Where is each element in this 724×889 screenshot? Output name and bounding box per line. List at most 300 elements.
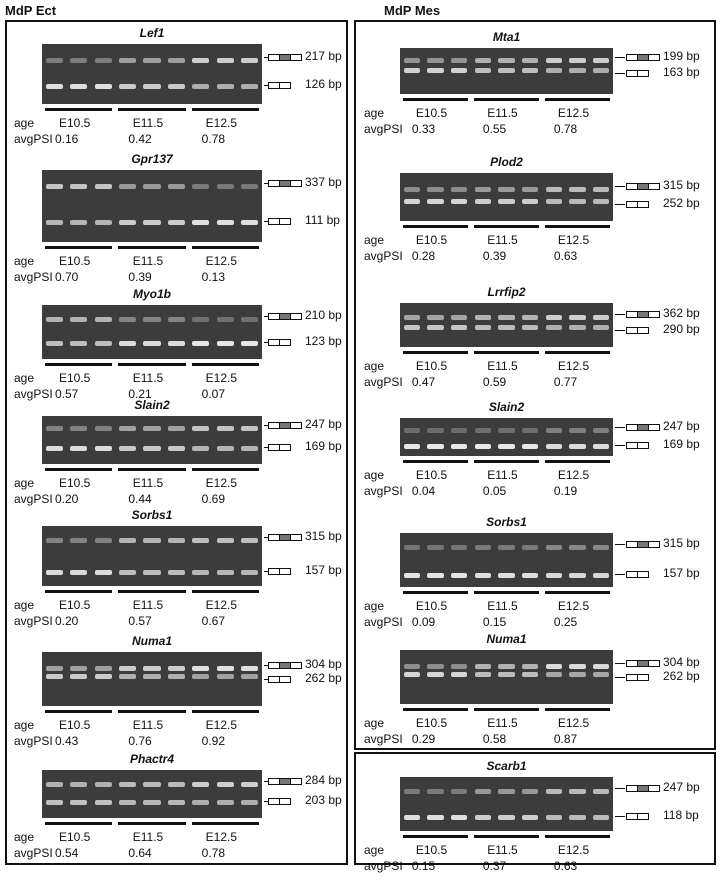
gene-name: Sorbs1 [131,508,173,522]
inclusion-isoform-icon [626,183,662,191]
band-top [475,315,492,320]
inclusion-isoform-icon [626,660,662,668]
band-pointer [615,204,625,205]
band-top [404,545,421,550]
band-bottom [427,199,444,204]
psi-value: 0.28 [411,249,436,263]
band-bottom [498,68,515,73]
age-group-bar [403,98,468,101]
age-value: E11.5 [132,598,164,612]
inclusion-isoform-icon [626,424,662,432]
band-bottom [569,68,586,73]
age-value: E12.5 [557,233,590,247]
psi-value: 0.37 [482,859,507,873]
band-top [522,58,539,63]
band-top [546,545,563,550]
section-title-ect: MdP Ect [5,3,57,18]
psi-value: 0.42 [128,132,152,146]
band-bottom [546,199,563,204]
age-value: E11.5 [132,476,164,490]
band-bottom [404,199,421,204]
age-group-bar [474,460,539,463]
age-group-bar [545,835,610,838]
age-row-label: age [364,599,385,613]
gene-name: Phactr4 [129,752,175,766]
bottom-band-size: 290 bp [663,322,700,336]
psi-value: 0.55 [482,122,507,136]
band-top [522,789,539,794]
age-value: E11.5 [487,106,518,120]
psi-value: 0.87 [553,732,578,746]
band-top [475,545,492,550]
top-band-size: 247 bp [663,780,700,794]
band-top [593,789,610,794]
age-group-bar [545,591,610,594]
band-bottom [498,573,515,578]
bottom-band-size: 163 bp [663,65,700,79]
band-top [451,545,468,550]
band-bottom [546,573,563,578]
avgpsi-row-label: avgPSI [14,492,53,506]
band-top [569,58,586,63]
band-bottom [569,672,586,677]
age-value: E11.5 [132,116,164,130]
band-bottom [569,444,586,449]
age-value: E12.5 [205,830,237,844]
psi-value: 0.39 [482,249,507,263]
band-top [498,187,515,192]
band-bottom [475,199,492,204]
psi-value: 0.29 [411,732,436,746]
age-value: E10.5 [58,598,91,612]
age-group-bar [474,351,539,354]
age-value: E12.5 [557,599,590,613]
band-top [451,664,468,669]
band-top [451,428,468,433]
top-band-size: 284 bp [305,773,342,787]
band-bottom [498,815,515,820]
band-top [498,664,515,669]
band-top [475,789,492,794]
age-value: E11.5 [487,599,518,613]
gel-image [400,418,613,456]
gel-image [400,173,613,221]
age-value: E10.5 [58,254,91,268]
band-top [404,428,421,433]
band-bottom [569,199,586,204]
band-bottom [404,325,421,330]
band-top [593,187,610,192]
band-top [427,315,444,320]
age-value: E12.5 [205,718,237,732]
top-band-size: 337 bp [305,175,342,189]
bottom-band-size: 262 bp [663,669,700,683]
band-bottom [451,68,468,73]
psi-value: 0.07 [201,387,225,401]
band-bottom [427,573,444,578]
top-band-size: 217 bp [305,49,342,63]
band-bottom [546,815,563,820]
band-top [593,545,610,550]
age-group-bar [545,708,610,711]
age-value: E10.5 [58,830,91,844]
avgpsi-row-label: avgPSI [364,859,403,873]
avgpsi-row-label: avgPSI [14,734,53,748]
band-pointer [615,314,625,315]
band-top [569,315,586,320]
band-bottom [593,815,610,820]
psi-value: 0.54 [54,846,79,860]
band-bottom [593,672,610,677]
band-top [546,428,563,433]
bottom-band-size: 157 bp [305,563,342,577]
gel-image [400,650,613,704]
age-row-label: age [14,254,35,268]
band-pointer [615,73,625,74]
band-pointer [615,330,625,331]
band-bottom [404,444,421,449]
right-panel-numa1 [0,632,724,762]
age-value: E12.5 [205,254,237,268]
psi-value: 0.20 [54,492,79,506]
age-value: E11.5 [487,843,518,857]
age-value: E10.5 [415,843,448,857]
avgpsi-row-label: avgPSI [364,484,403,498]
age-row-label: age [14,718,35,732]
band-top [569,664,586,669]
band-bottom [522,815,539,820]
bottom-band-size: 169 bp [305,439,342,453]
age-value: E11.5 [487,468,518,482]
band-top [451,789,468,794]
band-top [427,789,444,794]
band-top [427,428,444,433]
gene-name: Sorbs1 [486,515,527,529]
right-panel-scarb1 [0,759,724,889]
band-top [404,187,421,192]
gene-name: Numa1 [131,634,172,648]
age-value: E12.5 [557,716,590,730]
bottom-band-size: 262 bp [305,671,342,685]
band-bottom [451,815,468,820]
band-top [522,315,539,320]
band-pointer [615,427,625,428]
psi-value: 0.09 [411,615,436,629]
age-value: E11.5 [132,830,164,844]
band-bottom [498,672,515,677]
gene-name: Mta1 [492,30,521,44]
band-bottom [569,325,586,330]
psi-value: 0.39 [128,270,152,284]
skipping-isoform-icon [626,571,662,579]
top-band-size: 210 bp [305,308,342,322]
age-value: E10.5 [415,106,448,120]
band-bottom [569,573,586,578]
age-group-bar [545,98,610,101]
band-top [427,664,444,669]
band-pointer [615,816,625,817]
bottom-band-size: 111 bp [305,213,340,227]
band-bottom [546,672,563,677]
avgpsi-row-label: avgPSI [14,614,53,628]
top-band-size: 315 bp [305,529,342,543]
band-bottom [498,199,515,204]
band-top [404,664,421,669]
band-top [498,428,515,433]
right-panel-sorbs1 [0,515,724,645]
band-bottom [475,573,492,578]
band-bottom [475,815,492,820]
top-band-size: 199 bp [663,49,700,63]
band-bottom [475,672,492,677]
gel-image [400,303,613,347]
band-bottom [475,325,492,330]
age-row-label: age [364,468,385,482]
age-value: E11.5 [132,254,164,268]
band-bottom [522,199,539,204]
age-row-label: age [14,476,35,490]
gene-name: Slain2 [488,400,525,414]
psi-value: 0.15 [482,615,507,629]
top-band-size: 247 bp [663,419,700,433]
band-top [451,187,468,192]
band-pointer [615,445,625,446]
band-top [546,187,563,192]
skipping-isoform-icon [626,327,662,335]
gel-image [400,533,613,587]
age-value: E12.5 [557,843,590,857]
avgpsi-row-label: avgPSI [364,249,403,263]
psi-value: 0.43 [54,734,79,748]
inclusion-isoform-icon [626,311,662,319]
band-bottom [427,325,444,330]
psi-value: 0.78 [553,122,578,136]
band-top [475,428,492,433]
band-bottom [593,444,610,449]
band-bottom [522,672,539,677]
band-top [498,545,515,550]
bottom-band-size: 252 bp [663,196,700,210]
band-top [569,545,586,550]
avgpsi-row-label: avgPSI [14,270,53,284]
band-bottom [451,672,468,677]
age-value: E10.5 [415,599,448,613]
band-pointer [615,677,625,678]
band-bottom [522,444,539,449]
band-top [427,545,444,550]
psi-value: 0.13 [201,270,225,284]
inclusion-isoform-icon [626,785,662,793]
band-bottom [498,325,515,330]
band-bottom [593,199,610,204]
band-pointer [615,788,625,789]
band-bottom [498,444,515,449]
right-panel-mta1 [0,30,724,160]
gene-name: Myo1b [132,287,171,301]
psi-value: 0.92 [201,734,225,748]
band-top [451,58,468,63]
band-bottom [451,325,468,330]
age-value: E10.5 [415,359,448,373]
psi-value: 0.47 [411,375,436,389]
gene-name: Numa1 [486,632,527,646]
psi-value: 0.63 [553,859,578,873]
age-value: E10.5 [58,116,91,130]
avgpsi-row-label: avgPSI [364,375,403,389]
psi-value: 0.59 [482,375,507,389]
band-pointer [615,57,625,58]
top-band-size: 362 bp [663,306,700,320]
gene-name: Scarb1 [486,759,527,773]
band-top [522,187,539,192]
avgpsi-row-label: avgPSI [14,132,53,146]
top-band-size: 247 bp [305,417,342,431]
bottom-band-size: 169 bp [663,437,700,451]
psi-value: 0.57 [54,387,79,401]
band-bottom [569,815,586,820]
band-top [498,315,515,320]
top-band-size: 315 bp [663,536,700,550]
age-row-label: age [364,233,385,247]
psi-value: 0.77 [553,375,578,389]
bottom-band-size: 203 bp [305,793,342,807]
bottom-band-size: 126 bp [305,77,342,91]
age-row-label: age [14,116,35,130]
top-band-size: 315 bp [663,178,700,192]
psi-value: 0.44 [128,492,152,506]
age-value: E12.5 [205,116,237,130]
age-value: E12.5 [205,476,237,490]
age-value: E12.5 [557,468,590,482]
band-top [546,315,563,320]
band-bottom [427,672,444,677]
age-group-bar [474,708,539,711]
psi-value: 0.69 [201,492,225,506]
psi-value: 0.04 [411,484,436,498]
band-bottom [593,325,610,330]
avgpsi-row-label: avgPSI [364,732,403,746]
age-row-label: age [14,598,35,612]
gene-name: Lrrfip2 [487,285,526,299]
top-band-size: 304 bp [305,657,342,671]
psi-value: 0.57 [128,614,152,628]
gene-name: Slain2 [134,398,170,412]
bottom-band-size: 118 bp [663,808,699,822]
avgpsi-row-label: avgPSI [14,387,53,401]
psi-value: 0.67 [201,614,225,628]
age-row-label: age [364,359,385,373]
gene-name: Gpr137 [131,152,173,166]
psi-value: 0.19 [553,484,578,498]
band-pointer [615,544,625,545]
band-top [546,664,563,669]
age-row-label: age [364,843,385,857]
age-value: E11.5 [487,233,518,247]
avgpsi-row-label: avgPSI [14,846,53,860]
skipping-isoform-icon [626,442,662,450]
skipping-isoform-icon [626,201,662,209]
band-bottom [593,573,610,578]
band-top [451,315,468,320]
age-row-label: age [14,371,35,385]
age-value: E11.5 [487,359,518,373]
gel-image [400,777,613,831]
right-panel-slain2 [0,400,724,530]
age-value: E10.5 [58,371,91,385]
band-bottom [522,325,539,330]
age-group-bar [403,835,468,838]
age-group-bar [474,835,539,838]
psi-value: 0.25 [553,615,578,629]
psi-value: 0.58 [482,732,507,746]
band-top [546,789,563,794]
age-row-label: age [14,830,35,844]
band-top [427,58,444,63]
band-top [569,187,586,192]
band-bottom [451,444,468,449]
age-value: E10.5 [58,718,91,732]
band-top [593,315,610,320]
band-pointer [615,186,625,187]
band-bottom [427,68,444,73]
avgpsi-row-label: avgPSI [364,122,403,136]
psi-value: 0.78 [201,846,225,860]
band-top [404,315,421,320]
gene-name: Lef1 [139,26,165,40]
top-band-size: 304 bp [663,655,700,669]
age-group-bar [403,225,468,228]
psi-value: 0.78 [201,132,225,146]
age-group-bar [474,225,539,228]
age-group-bar [474,98,539,101]
band-bottom [522,573,539,578]
band-top [475,664,492,669]
psi-value: 0.05 [482,484,507,498]
psi-value: 0.63 [553,249,578,263]
age-group-bar [545,351,610,354]
band-top [593,428,610,433]
right-panel-plod2 [0,155,724,285]
age-value: E11.5 [487,716,518,730]
band-top [593,58,610,63]
age-group-bar [403,351,468,354]
band-top [593,664,610,669]
age-value: E10.5 [415,468,448,482]
band-top [498,58,515,63]
gel-image [400,48,613,94]
age-value: E10.5 [58,476,91,490]
bottom-band-size: 157 bp [663,566,700,580]
age-value: E11.5 [132,718,164,732]
band-bottom [451,199,468,204]
band-pointer [615,574,625,575]
age-group-bar [403,460,468,463]
band-top [404,789,421,794]
age-value: E12.5 [557,359,590,373]
psi-value: 0.16 [54,132,79,146]
age-group-bar [474,591,539,594]
age-value: E12.5 [205,598,237,612]
band-bottom [427,815,444,820]
psi-value: 0.70 [54,270,79,284]
age-value: E12.5 [557,106,590,120]
band-bottom [404,68,421,73]
inclusion-isoform-icon [626,541,662,549]
band-bottom [475,68,492,73]
section-title-mes: MdP Mes [384,3,441,18]
band-bottom [522,68,539,73]
bottom-band-size: 123 bp [305,334,342,348]
